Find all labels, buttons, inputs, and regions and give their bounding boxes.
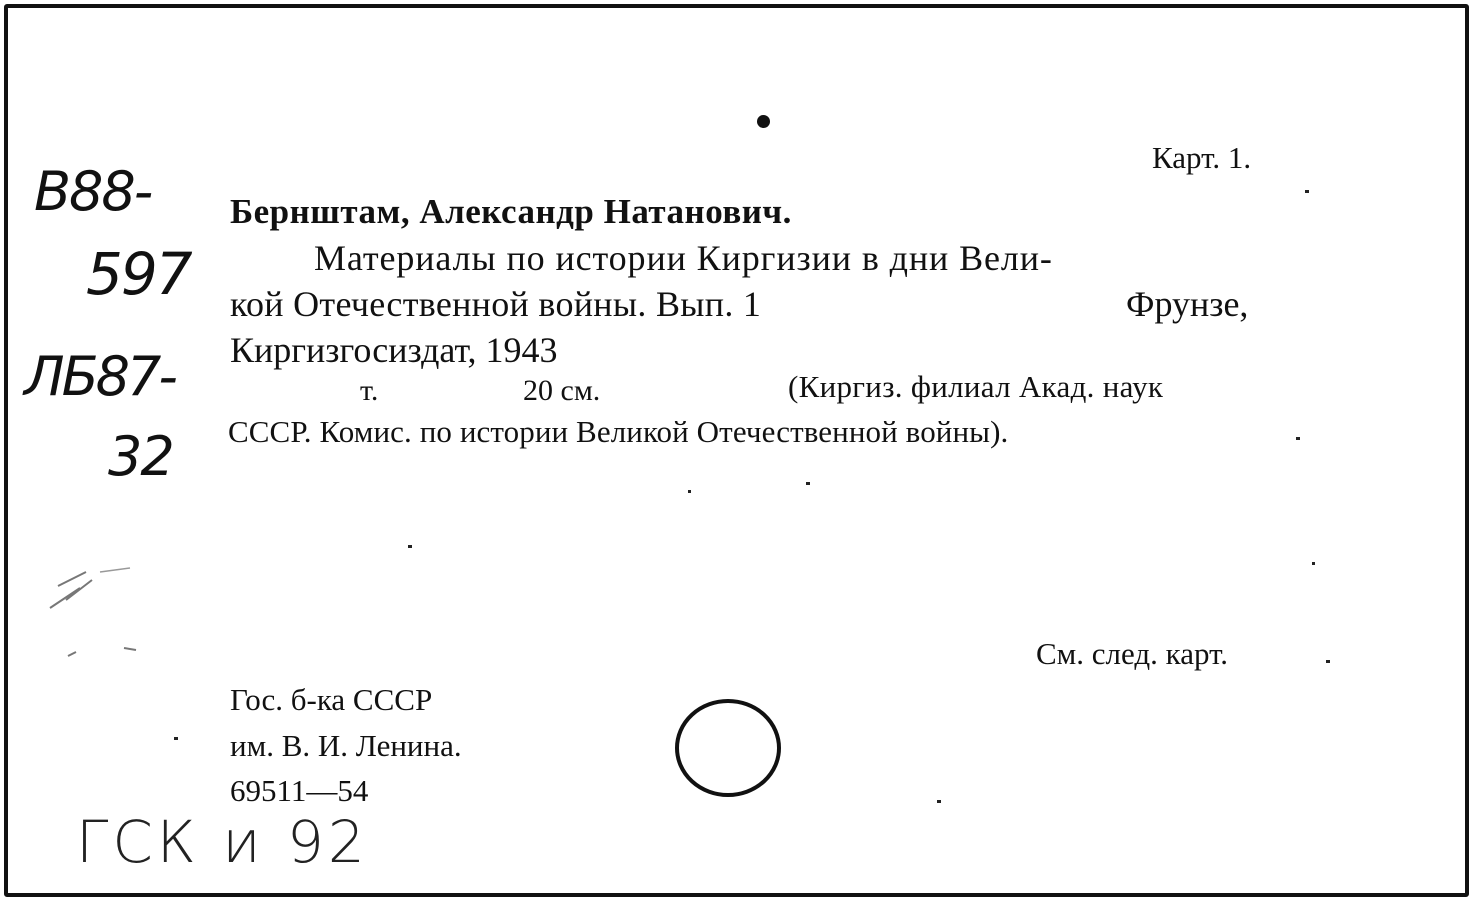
speck xyxy=(1305,190,1309,193)
speck xyxy=(1296,437,1300,440)
handwritten-shelf-mark-1a: В88- xyxy=(34,160,152,223)
see-next-card: См. след. карт. xyxy=(1036,636,1229,671)
library-name: Гос. б-ка СССР xyxy=(230,682,433,717)
speck xyxy=(937,800,941,803)
speck xyxy=(408,545,412,548)
handwritten-bottom-note: ГСК и 92 xyxy=(76,808,369,876)
speck xyxy=(806,482,810,485)
series-line-2: СССР. Комис. по истории Великой Отечественной войны). xyxy=(228,414,1009,449)
series-line-1: (Киргиз. филиал Акад. наук xyxy=(788,369,1164,404)
card-number: Карт. 1. xyxy=(1152,140,1252,175)
card-print-number: 69511—54 xyxy=(230,773,369,808)
punch-hole-circle xyxy=(672,696,784,800)
author-heading: Бернштам, Александр Натанович. xyxy=(230,192,792,231)
speck xyxy=(688,490,691,493)
handwritten-shelf-mark-1b: 597 xyxy=(86,240,191,308)
extent-pages: т. xyxy=(360,374,379,407)
publisher-year: Киргизгосиздат, 1943 xyxy=(230,330,558,370)
extent-size: 20 см. xyxy=(523,374,601,407)
speck xyxy=(1312,562,1315,565)
imprint-place: Фрунзе, xyxy=(1126,284,1249,324)
title-line-1: Материалы по истории Киргизии в дни Вели- xyxy=(314,238,1053,278)
top-hole-dot xyxy=(757,115,770,128)
speck xyxy=(174,737,178,740)
speck xyxy=(1326,660,1330,663)
title-line-2: кой Отечественной войны. Вып. 1 xyxy=(230,284,762,324)
handwritten-shelf-mark-2b: 32 xyxy=(108,425,173,488)
library-named-after: им. В. И. Ленина. xyxy=(230,728,462,763)
pencil-marks xyxy=(40,560,150,670)
handwritten-shelf-mark-2a: ЛБ87- xyxy=(24,345,175,408)
